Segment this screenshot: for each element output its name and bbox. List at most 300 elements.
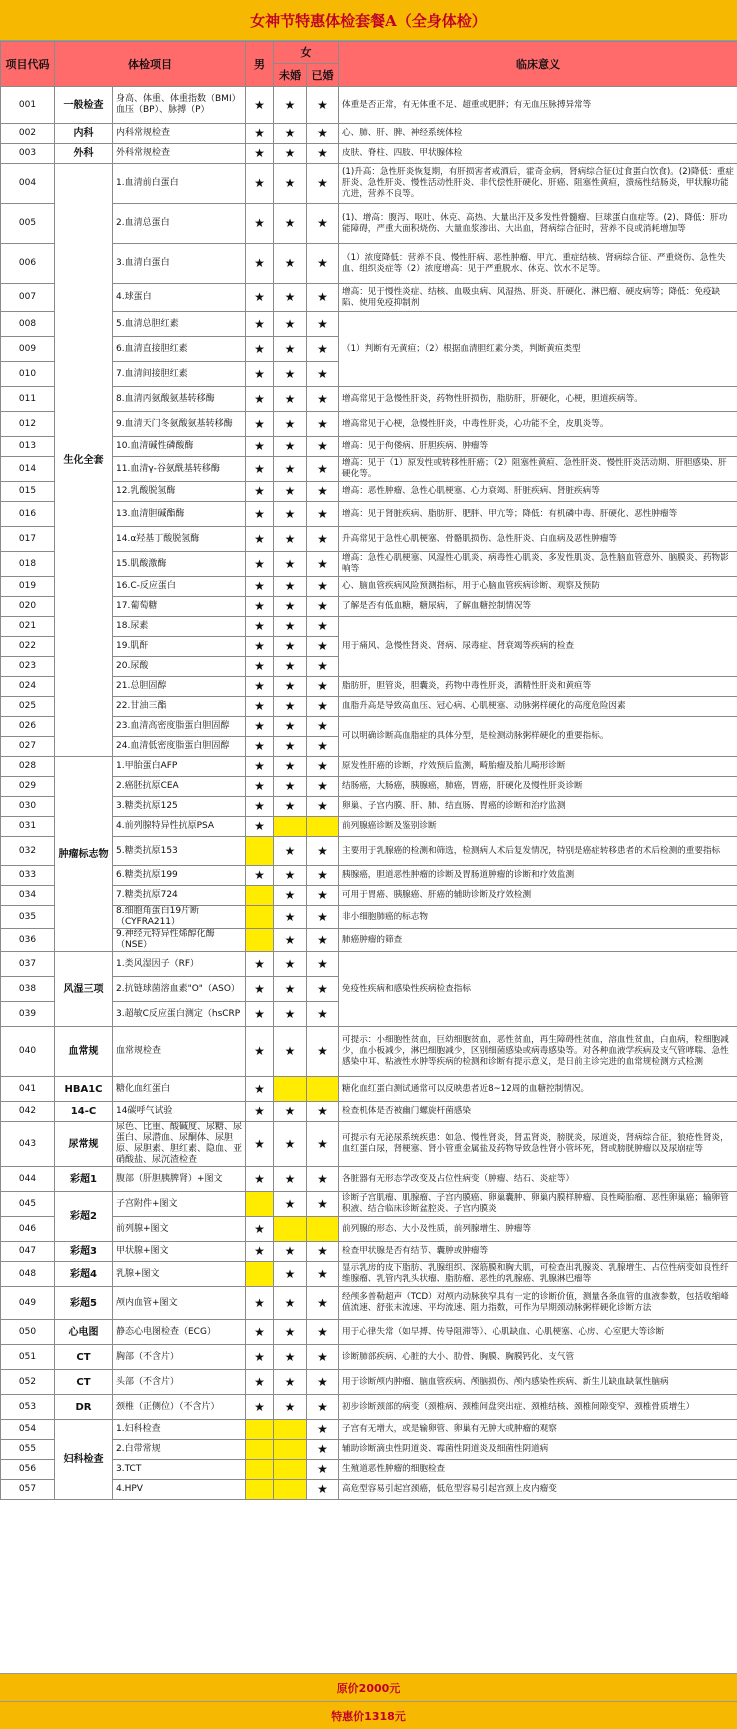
exam-item: 6.血清直接胆红素	[113, 337, 246, 362]
exam-item: 3.TCT	[113, 1460, 246, 1480]
unmarried-mark	[274, 1077, 307, 1102]
unmarried-mark: ★	[274, 164, 307, 204]
category-label: 彩超3	[55, 1242, 113, 1262]
clinical-meaning: 可提示：小细胞性贫血，巨幼细胞贫血，恶性贫血，再生障碍性贫血，溶血性贫血，白血病，粒细胞减少，血小板减少，淋巴细胞减少，区别细菌感染或病毒感染等。对各种血液学疾病及支气管哮喘、急性感染中耳、粘液性水肿等疾病的检测和诊断有提示意义，是日前主诊完进的血常规检测方式检测	[339, 1027, 737, 1077]
row-code: 036	[1, 929, 55, 952]
exam-item: 5.糖类抗原153	[113, 837, 246, 866]
married-mark: ★	[307, 1460, 339, 1480]
header-code: 项目代码	[1, 42, 55, 87]
male-mark: ★	[246, 817, 274, 837]
unmarried-mark: ★	[274, 87, 307, 124]
unmarried-mark: ★	[274, 757, 307, 777]
table-row	[1, 952, 737, 977]
unmarried-mark: ★	[274, 797, 307, 817]
unmarried-mark: ★	[274, 437, 307, 457]
clinical-meaning: 增高：恶性肿瘤、急性心肌梗塞、心力衰竭、肝脏疾病、肾脏疾病等	[339, 482, 737, 502]
married-mark: ★	[307, 144, 339, 164]
male-mark: ★	[246, 1122, 274, 1167]
clinical-meaning: 心、脑血管疾病风险预测指标，用于心脑血管疾病诊断、观察及预防	[339, 577, 737, 597]
clinical-meaning: 增高：急性心肌梗塞、风湿性心肌炎、病毒性心肌炎、多发性肌炎、急性脑血管意外、脑膜炎、药物影响等	[339, 552, 737, 577]
unmarried-mark: ★	[274, 337, 307, 362]
married-mark: ★	[307, 1122, 339, 1167]
unmarried-mark: ★	[274, 362, 307, 387]
married-mark: ★	[307, 1395, 339, 1420]
page-title: 女神节特惠体检套餐A（全身体检）	[0, 0, 737, 41]
exam-item: 乳腺+图文	[113, 1262, 246, 1287]
married-mark: ★	[307, 1027, 339, 1077]
exam-item: 4.前列腺特异性抗原PSA	[113, 817, 246, 837]
male-mark: ★	[246, 1002, 274, 1027]
married-mark: ★	[307, 412, 339, 437]
row-code: 051	[1, 1345, 55, 1370]
exam-table	[0, 41, 737, 1500]
category-label: HBA1C	[55, 1077, 113, 1102]
male-mark	[246, 1262, 274, 1287]
exam-item: 身高、体重、体重指数（BMI） 血压（BP）、脉搏（P）	[113, 87, 246, 124]
special-price: 特惠价1318元	[0, 1701, 737, 1729]
male-mark: ★	[246, 717, 274, 737]
row-code: 007	[1, 284, 55, 312]
exam-item: 静态心电图检查（ECG）	[113, 1320, 246, 1345]
exam-item: 24.血清低密度脂蛋白胆固醇	[113, 737, 246, 757]
male-mark: ★	[246, 482, 274, 502]
category-label: 一般检查	[55, 87, 113, 124]
unmarried-mark: ★	[274, 777, 307, 797]
unmarried-mark	[274, 1440, 307, 1460]
header-female: 女	[274, 42, 339, 64]
exam-item: 8.细胞角蛋白19片断（CYFRA211）	[113, 906, 246, 929]
married-mark: ★	[307, 1420, 339, 1440]
married-mark: ★	[307, 124, 339, 144]
unmarried-mark	[274, 817, 307, 837]
male-mark	[246, 886, 274, 906]
row-code: 030	[1, 797, 55, 817]
exam-item: 8.血清丙氨酸氨基转移酶	[113, 387, 246, 412]
clinical-meaning: 子宫有无增大，或是输卵管、卵巢有无肿大或肿瘤的观察	[339, 1420, 737, 1440]
male-mark: ★	[246, 204, 274, 244]
category-label: 生化全套	[55, 164, 113, 757]
header-meaning: 临床意义	[339, 42, 737, 87]
exam-item: 21.总胆固醇	[113, 677, 246, 697]
row-code: 029	[1, 777, 55, 797]
married-mark: ★	[307, 1345, 339, 1370]
clinical-meaning: 增高：见于慢性炎症、结核、血吸虫病、风湿热、肝炎、肝硬化、淋巴瘤、硬皮病等；降低：免疫缺陷、使用免疫抑制剂	[339, 284, 737, 312]
married-mark: ★	[307, 1480, 339, 1500]
married-mark: ★	[307, 929, 339, 952]
exam-item: 1.甲胎蛋白AFP	[113, 757, 246, 777]
row-code: 043	[1, 1122, 55, 1167]
clinical-meaning: 增高：见于（1）原发性或转移性肝癌；（2）阻塞性黄疸、急性肝炎、慢性肝炎活动期、肝胆感染、肝硬化等。	[339, 457, 737, 482]
clinical-meaning: 了解是否有低血糖，糖尿病，了解血糖控制情况等	[339, 597, 737, 617]
clinical-meaning: 前列腺的形态、大小及性质，前列腺增生、肿瘤等	[339, 1217, 737, 1242]
married-mark: ★	[307, 577, 339, 597]
header-married: 已婚	[307, 64, 339, 87]
unmarried-mark: ★	[274, 677, 307, 697]
married-mark: ★	[307, 387, 339, 412]
clinical-meaning: 增高常见于急慢性肝炎，药物性肝损伤，脂肪肝，肝硬化，心梗，胆道疾病等。	[339, 387, 737, 412]
table-row	[1, 1320, 737, 1345]
row-code: 052	[1, 1370, 55, 1395]
male-mark: ★	[246, 617, 274, 637]
exam-item: 16.C-反应蛋白	[113, 577, 246, 597]
married-mark: ★	[307, 284, 339, 312]
married-mark: ★	[307, 1320, 339, 1345]
unmarried-mark: ★	[274, 929, 307, 952]
male-mark: ★	[246, 1217, 274, 1242]
table-row	[1, 1122, 737, 1167]
table-row	[1, 1395, 737, 1420]
married-mark: ★	[307, 886, 339, 906]
row-code: 026	[1, 717, 55, 737]
clinical-meaning: 诊断肺部疾病、心脏的大小、肋骨、胸膜、胸膜钙化、支气管	[339, 1345, 737, 1370]
category-label: CT	[55, 1370, 113, 1395]
row-code: 028	[1, 757, 55, 777]
row-code: 001	[1, 87, 55, 124]
exam-item: 2.白带常规	[113, 1440, 246, 1460]
clinical-meaning: 初步诊断颈部的病变（颈椎病、颈椎间盘突出症、颈椎结核、颈椎间隙变窄、颈椎骨质增生）	[339, 1395, 737, 1420]
exam-item: 1.类风湿因子（RF）	[113, 952, 246, 977]
male-mark: ★	[246, 677, 274, 697]
clinical-meaning: 升高常见于急性心肌梗塞、骨骼肌损伤、急性肝炎、白血病及恶性肿瘤等	[339, 527, 737, 552]
clinical-meaning: 检查机体是否被幽门螺旋杆菌感染	[339, 1102, 737, 1122]
exam-item: 20.尿酸	[113, 657, 246, 677]
unmarried-mark: ★	[274, 906, 307, 929]
row-code: 020	[1, 597, 55, 617]
unmarried-mark: ★	[274, 597, 307, 617]
unmarried-mark: ★	[274, 1320, 307, 1345]
married-mark: ★	[307, 657, 339, 677]
header-male: 男	[246, 42, 274, 87]
row-code: 047	[1, 1242, 55, 1262]
unmarried-mark	[274, 1217, 307, 1242]
unmarried-mark: ★	[274, 527, 307, 552]
married-mark: ★	[307, 1192, 339, 1217]
original-price: 原价2000元	[0, 1673, 737, 1701]
clinical-meaning: 生殖道恶性肿瘤的细胞检查	[339, 1460, 737, 1480]
category-label: 风湿三项	[55, 952, 113, 1027]
unmarried-mark: ★	[274, 204, 307, 244]
married-mark: ★	[307, 906, 339, 929]
married-mark: ★	[307, 777, 339, 797]
clinical-meaning: 辅助诊断滴虫性阴道炎、霉菌性阴道炎及细菌性阴道病	[339, 1440, 737, 1460]
row-code: 018	[1, 552, 55, 577]
row-code: 037	[1, 952, 55, 977]
row-code: 055	[1, 1440, 55, 1460]
table-row	[1, 124, 737, 144]
married-mark: ★	[307, 1262, 339, 1287]
male-mark: ★	[246, 144, 274, 164]
unmarried-mark: ★	[274, 244, 307, 284]
married-mark: ★	[307, 1167, 339, 1192]
exam-item: 4.HPV	[113, 1480, 246, 1500]
row-code: 040	[1, 1027, 55, 1077]
male-mark: ★	[246, 952, 274, 977]
male-mark	[246, 1420, 274, 1440]
male-mark: ★	[246, 312, 274, 337]
table-row	[1, 757, 737, 777]
row-code: 057	[1, 1480, 55, 1500]
clinical-meaning: 体重是否正常，有无体重不足、超重或肥胖；有无血压脉搏异常等	[339, 87, 737, 124]
category-label: 肿瘤标志物	[55, 757, 113, 952]
exam-item: 3.血清白蛋白	[113, 244, 246, 284]
clinical-meaning: 非小细胞肺癌的标志物	[339, 906, 737, 929]
clinical-meaning: 用于心律失常（如早搏、传导阻滞等）、心肌缺血、心肌梗塞、心房、心室肥大等诊断	[339, 1320, 737, 1345]
male-mark: ★	[246, 597, 274, 617]
exam-item: 内科常规检查	[113, 124, 246, 144]
exam-item: 13.血清胆碱酯酶	[113, 502, 246, 527]
category-label: 14-C	[55, 1102, 113, 1122]
clinical-meaning: 高危型容易引起宫颈癌，低危型容易引起宫颈上皮内瘤变	[339, 1480, 737, 1500]
married-mark: ★	[307, 717, 339, 737]
clinical-meaning: 卵巢、子宫内膜、肝、肺、结直肠、胃癌的诊断和治疗监测	[339, 797, 737, 817]
clinical-meaning: 肺癌肿瘤的筛查	[339, 929, 737, 952]
exam-item: 血常规检查	[113, 1027, 246, 1077]
male-mark: ★	[246, 737, 274, 757]
unmarried-mark: ★	[274, 1002, 307, 1027]
male-mark	[246, 906, 274, 929]
category-label: 彩超4	[55, 1262, 113, 1287]
clinical-meaning: 免疫性疾病和感染性疾病检查指标	[339, 952, 737, 1027]
married-mark	[307, 1217, 339, 1242]
unmarried-mark: ★	[274, 977, 307, 1002]
unmarried-mark: ★	[274, 1370, 307, 1395]
male-mark: ★	[246, 362, 274, 387]
married-mark: ★	[307, 457, 339, 482]
header-item: 体检项目	[55, 42, 246, 87]
table-row	[1, 1420, 737, 1440]
category-label: 血常规	[55, 1027, 113, 1077]
row-code: 045	[1, 1192, 55, 1217]
category-label: 外科	[55, 144, 113, 164]
clinical-meaning: 胰腺癌，胆道恶性肿瘤的诊断及胃肠道肿瘤的诊断和疗效监测	[339, 866, 737, 886]
clinical-meaning: 增高：见于肾脏疾病、脂肪肝、肥胖、甲亢等；降低：有机磷中毒、肝硬化、恶性肿瘤等	[339, 502, 737, 527]
male-mark	[246, 1460, 274, 1480]
exam-item: 7.血清间接胆红素	[113, 362, 246, 387]
married-mark: ★	[307, 552, 339, 577]
table-row	[1, 1345, 737, 1370]
table-row	[1, 1167, 737, 1192]
exam-item: 5.血清总胆红素	[113, 312, 246, 337]
exam-item: 22.甘油三酯	[113, 697, 246, 717]
married-mark: ★	[307, 597, 339, 617]
married-mark: ★	[307, 866, 339, 886]
clinical-meaning: (1)、增高：腹泻、呕吐、休克、高热、大量出汗及多发性骨髓瘤、巨球蛋白血症等。(2)、降低：肝功能障碍，严重大面积烧伤、大量血浆渗出、大出血，肾病综合征时，营养不良或消耗增加等	[339, 204, 737, 244]
male-mark: ★	[246, 777, 274, 797]
row-code: 015	[1, 482, 55, 502]
married-mark: ★	[307, 437, 339, 457]
row-code: 031	[1, 817, 55, 837]
male-mark: ★	[246, 1102, 274, 1122]
table-row	[1, 164, 737, 204]
unmarried-mark: ★	[274, 502, 307, 527]
row-code: 027	[1, 737, 55, 757]
row-code: 002	[1, 124, 55, 144]
married-mark: ★	[307, 204, 339, 244]
married-mark: ★	[307, 637, 339, 657]
exam-item: 2.血清总蛋白	[113, 204, 246, 244]
unmarried-mark: ★	[274, 952, 307, 977]
row-code: 010	[1, 362, 55, 387]
category-label: 彩超2	[55, 1192, 113, 1242]
unmarried-mark: ★	[274, 284, 307, 312]
male-mark: ★	[246, 1242, 274, 1262]
unmarried-mark: ★	[274, 552, 307, 577]
exam-item: 糖化血红蛋白	[113, 1077, 246, 1102]
clinical-meaning: 糖化血红蛋白测试通常可以反映患者近8~12周的血糖控制情况。	[339, 1077, 737, 1102]
clinical-meaning: 用于痛风、急慢性肾炎、肾病、尿毒症、肾衰竭等疾病的检查	[339, 617, 737, 677]
clinical-meaning: 诊断子宫肌瘤、肌腺瘤、子宫内膜癌、卵巢囊肿、卵巢内膜样肿瘤、良性畸胎瘤、恶性卵巢癌；输卵管积液、结合临床诊断盆腔炎、子宫内膜炎	[339, 1192, 737, 1217]
exam-item: 19.肌酐	[113, 637, 246, 657]
row-code: 032	[1, 837, 55, 866]
category-label: DR	[55, 1395, 113, 1420]
male-mark: ★	[246, 637, 274, 657]
clinical-meaning: 皮肤、脊柱、四肢、甲状腺体检	[339, 144, 737, 164]
category-label: 内科	[55, 124, 113, 144]
clinical-meaning: 前列腺癌诊断及鉴别诊断	[339, 817, 737, 837]
male-mark	[246, 1440, 274, 1460]
male-mark: ★	[246, 437, 274, 457]
unmarried-mark: ★	[274, 1395, 307, 1420]
table-row	[1, 1370, 737, 1395]
male-mark: ★	[246, 457, 274, 482]
row-code: 011	[1, 387, 55, 412]
unmarried-mark: ★	[274, 1345, 307, 1370]
male-mark: ★	[246, 1320, 274, 1345]
exam-item: 子宫附件+图文	[113, 1192, 246, 1217]
male-mark: ★	[246, 124, 274, 144]
row-code: 014	[1, 457, 55, 482]
exam-item: 10.血清碱性磷酸酶	[113, 437, 246, 457]
table-row	[1, 1027, 737, 1077]
unmarried-mark: ★	[274, 1242, 307, 1262]
header-unmarried: 未婚	[274, 64, 307, 87]
exam-item: 2.癌胚抗原CEA	[113, 777, 246, 797]
male-mark: ★	[246, 1077, 274, 1102]
table-row	[1, 1102, 737, 1122]
clinical-meaning: 主要用于乳腺癌的检测和筛选，检测病人术后复发情况，特别是癌症转移患者的术后检测的重要指标	[339, 837, 737, 866]
exam-item: 18.尿素	[113, 617, 246, 637]
row-code: 053	[1, 1395, 55, 1420]
unmarried-mark: ★	[274, 697, 307, 717]
unmarried-mark	[274, 1460, 307, 1480]
exam-item: 9.血清天门冬氨酸氨基转移酶	[113, 412, 246, 437]
unmarried-mark	[274, 1420, 307, 1440]
unmarried-mark: ★	[274, 717, 307, 737]
exam-item: 14碳呼气试验	[113, 1102, 246, 1122]
married-mark: ★	[307, 312, 339, 337]
row-code: 006	[1, 244, 55, 284]
married-mark: ★	[307, 87, 339, 124]
row-code: 009	[1, 337, 55, 362]
exam-item: 6.糖类抗原199	[113, 866, 246, 886]
clinical-meaning: (1)升高：急性肝炎恢复期，有肝损害者戒酒后，霍奇金病，肾病综合征(过食蛋白饮食)。(2)降低：重症肝炎、急性肝炎、慢性活动性肝炎、非代偿性肝硬化、肝癌、阻塞性黄疸，溃疡性结肠炎，甲状腺功能亢进，营养不良等。	[339, 164, 737, 204]
row-code: 056	[1, 1460, 55, 1480]
clinical-meaning: 原发性肝癌的诊断，疗效预后监测，畸胎瘤及胎儿畸形诊断	[339, 757, 737, 777]
row-code: 021	[1, 617, 55, 637]
clinical-meaning: 各脏器有无形态学改变及占位性病变（肿瘤、结石、炎症等）	[339, 1167, 737, 1192]
clinical-meaning: 心、肺、肝、脾、神经系统体检	[339, 124, 737, 144]
exam-item: 尿色、比重、酸碱度、尿糖、尿蛋白、尿潜血、尿酮体、尿胆原、尿胆素、胆红素、隐血、亚硝酸盐、尿沉渣检查	[113, 1122, 246, 1167]
unmarried-mark: ★	[274, 387, 307, 412]
male-mark	[246, 1192, 274, 1217]
exam-item: 15.肌酸激酶	[113, 552, 246, 577]
married-mark: ★	[307, 1287, 339, 1320]
table-body	[1, 87, 737, 1500]
exam-item: 17.葡萄糖	[113, 597, 246, 617]
row-code: 017	[1, 527, 55, 552]
unmarried-mark: ★	[274, 144, 307, 164]
unmarried-mark: ★	[274, 886, 307, 906]
clinical-meaning: 血脂升高是导致高血压、冠心病、心肌梗塞、动脉粥样硬化的高度危险因素	[339, 697, 737, 717]
exam-item: 1.妇科检查	[113, 1420, 246, 1440]
married-mark: ★	[307, 362, 339, 387]
category-label: 彩超1	[55, 1167, 113, 1192]
married-mark: ★	[307, 1242, 339, 1262]
male-mark: ★	[246, 977, 274, 1002]
row-code: 054	[1, 1420, 55, 1440]
unmarried-mark: ★	[274, 1287, 307, 1320]
exam-item: 胸部（不含片）	[113, 1345, 246, 1370]
table-row	[1, 1192, 737, 1217]
clinical-meaning: 脂肪肝，胆管炎，胆囊炎，药物中毒性肝炎，酒精性肝炎和黄疸等	[339, 677, 737, 697]
male-mark: ★	[246, 757, 274, 777]
exam-item: 12.乳酸脱氢酶	[113, 482, 246, 502]
exam-item: 3.糖类抗原125	[113, 797, 246, 817]
male-mark: ★	[246, 797, 274, 817]
header-row-1	[1, 42, 737, 64]
married-mark: ★	[307, 1102, 339, 1122]
table-row	[1, 1077, 737, 1102]
row-code: 035	[1, 906, 55, 929]
male-mark: ★	[246, 697, 274, 717]
married-mark: ★	[307, 164, 339, 204]
row-code: 033	[1, 866, 55, 886]
male-mark: ★	[246, 1370, 274, 1395]
table-row	[1, 1242, 737, 1262]
male-mark: ★	[246, 412, 274, 437]
male-mark	[246, 929, 274, 952]
unmarried-mark	[274, 1480, 307, 1500]
clinical-meaning: 用于诊断颅内肿瘤、脑血管疾病、颅脑损伤、颅内感染性疾病、新生儿缺血缺氧性脑病	[339, 1370, 737, 1395]
male-mark: ★	[246, 337, 274, 362]
unmarried-mark: ★	[274, 1167, 307, 1192]
unmarried-mark: ★	[274, 577, 307, 597]
unmarried-mark: ★	[274, 1192, 307, 1217]
unmarried-mark: ★	[274, 657, 307, 677]
married-mark: ★	[307, 527, 339, 552]
male-mark: ★	[246, 1167, 274, 1192]
unmarried-mark: ★	[274, 1027, 307, 1077]
male-mark	[246, 837, 274, 866]
row-code: 012	[1, 412, 55, 437]
clinical-meaning: 结肠癌，大肠癌，胰腺癌，肺癌，胃癌，肝硬化及慢性肝炎诊断	[339, 777, 737, 797]
male-mark: ★	[246, 164, 274, 204]
male-mark: ★	[246, 87, 274, 124]
married-mark: ★	[307, 1370, 339, 1395]
clinical-meaning: 增高：见于佝偻病、肝胆疾病、肿瘤等	[339, 437, 737, 457]
male-mark: ★	[246, 1287, 274, 1320]
male-mark: ★	[246, 387, 274, 412]
unmarried-mark: ★	[274, 312, 307, 337]
married-mark: ★	[307, 1440, 339, 1460]
unmarried-mark: ★	[274, 837, 307, 866]
unmarried-mark: ★	[274, 617, 307, 637]
married-mark: ★	[307, 677, 339, 697]
married-mark: ★	[307, 482, 339, 502]
exam-item: 腹部（肝胆胰脾肾）+图文	[113, 1167, 246, 1192]
married-mark: ★	[307, 952, 339, 977]
row-code: 003	[1, 144, 55, 164]
